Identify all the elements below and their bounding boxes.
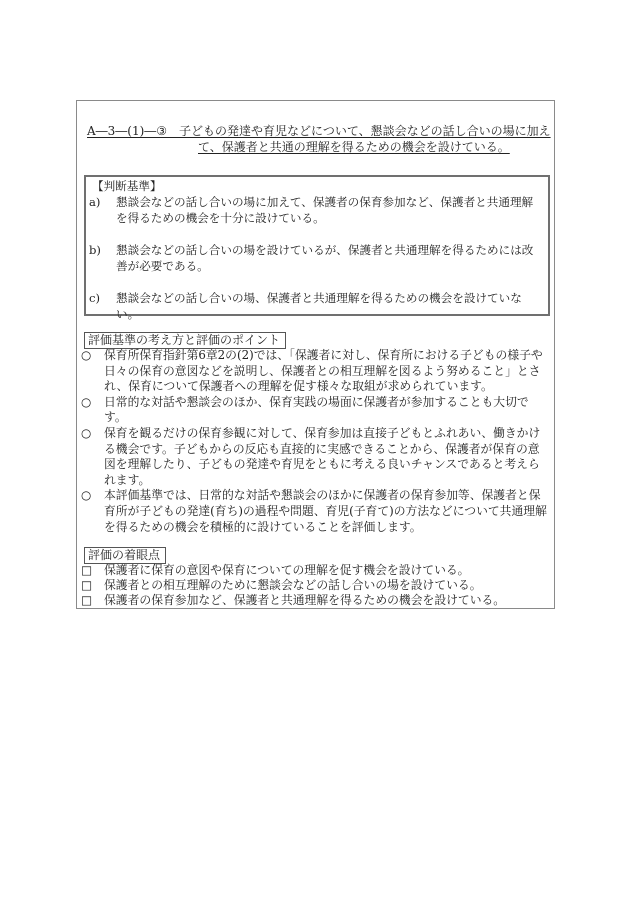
focus-points-label: 評価の着眼点	[84, 547, 166, 564]
checkbox-icon: □	[81, 563, 93, 577]
evaluation-points-list	[81, 348, 549, 535]
criteria-text: 懇談会などの話し合いの場に加えて、保護者の保育参加など、保護者と共通理解を得るための機会を十分に設けている。	[116, 195, 534, 225]
checklist-item	[81, 563, 549, 578]
criteria-title-line-1: A―3―(1)―③ 子どもの発達や育児などについて、懇談会などの話し合いの場に加え	[87, 124, 551, 138]
criteria-mark: c)	[89, 291, 101, 305]
criteria-mark: a)	[89, 195, 101, 209]
point-text: 日常的な対話や懇談会のほか、保育実践の場面に保護者が参加することも大切です。	[104, 394, 529, 425]
criteria-text: 懇談会などの話し合いの場を設けているが、保護者と共通理解を得るためには改善が必要である。	[116, 243, 534, 273]
judgment-criteria-heading: 【判断基準】	[92, 179, 162, 193]
judgment-criteria-box	[84, 175, 550, 321]
criteria-title	[87, 123, 549, 155]
point-text: 保育所保育指針第6章2の(2)では、「保護者に対し、保育所における子どもの様子や日々の保育の意図などを説明し、保護者との相互理解を図るよう努めること」とされ、保育について保護者への理解を促す様々な取組が求められています。	[104, 348, 543, 394]
focus-points-list	[81, 563, 549, 607]
evaluation-criteria-box	[76, 100, 555, 609]
criteria-title-line-2: て、保護者と共通の理解を得るための機会を設けている。	[198, 140, 510, 154]
checklist-item	[81, 593, 549, 608]
point-text: 本評価基準では、日常的な対話や懇談会のほかに保護者の保育参加等、保護者と保育所が子どもの発達(育ち)の過程や問題、育児(子育て)の方法などについて共通理解を得るための機会を積極的に設けていることを評価します。	[104, 488, 547, 534]
circle-bullet-icon: ○	[81, 425, 92, 440]
checklist-item	[81, 578, 549, 593]
criteria-item-a	[89, 194, 544, 226]
criteria-item-c	[89, 290, 544, 322]
criteria-item-b	[89, 242, 544, 274]
checkbox-icon: □	[81, 592, 93, 607]
checkbox-icon: □	[81, 577, 93, 592]
list-item	[81, 488, 549, 535]
list-item	[81, 426, 549, 488]
evaluation-points-label: 評価基準の考え方と評価のポイント	[84, 332, 286, 349]
circle-bullet-icon: ○	[81, 394, 92, 409]
list-item	[81, 348, 549, 395]
list-item	[81, 395, 549, 426]
circle-bullet-icon: ○	[81, 488, 92, 503]
focus-text: 保護者に保育の意図や保育についての理解を促す機会を設けている。	[104, 563, 470, 577]
focus-text: 保護者の保育参加など、保護者と共通理解を得るための機会を設けている。	[104, 592, 506, 607]
criteria-text: 懇談会などの話し合いの場、保護者と共通理解を得るための機会を設けていない。	[116, 291, 522, 321]
focus-text: 保護者との相互理解のために懇談会などの話し合いの場を設けている。	[104, 577, 482, 592]
point-text: 保育を観るだけの保育参観に対して、保育参加は直接子どもとふれあい、働きかける機会です。子どもからの反応も直接的に実感できることから、保護者が保育の意図を理解したり、子どもの発達や育児をともに考える良いチャンスであると考えられます。	[104, 425, 541, 487]
criteria-mark: b)	[89, 243, 101, 257]
circle-bullet-icon: ○	[81, 348, 92, 362]
